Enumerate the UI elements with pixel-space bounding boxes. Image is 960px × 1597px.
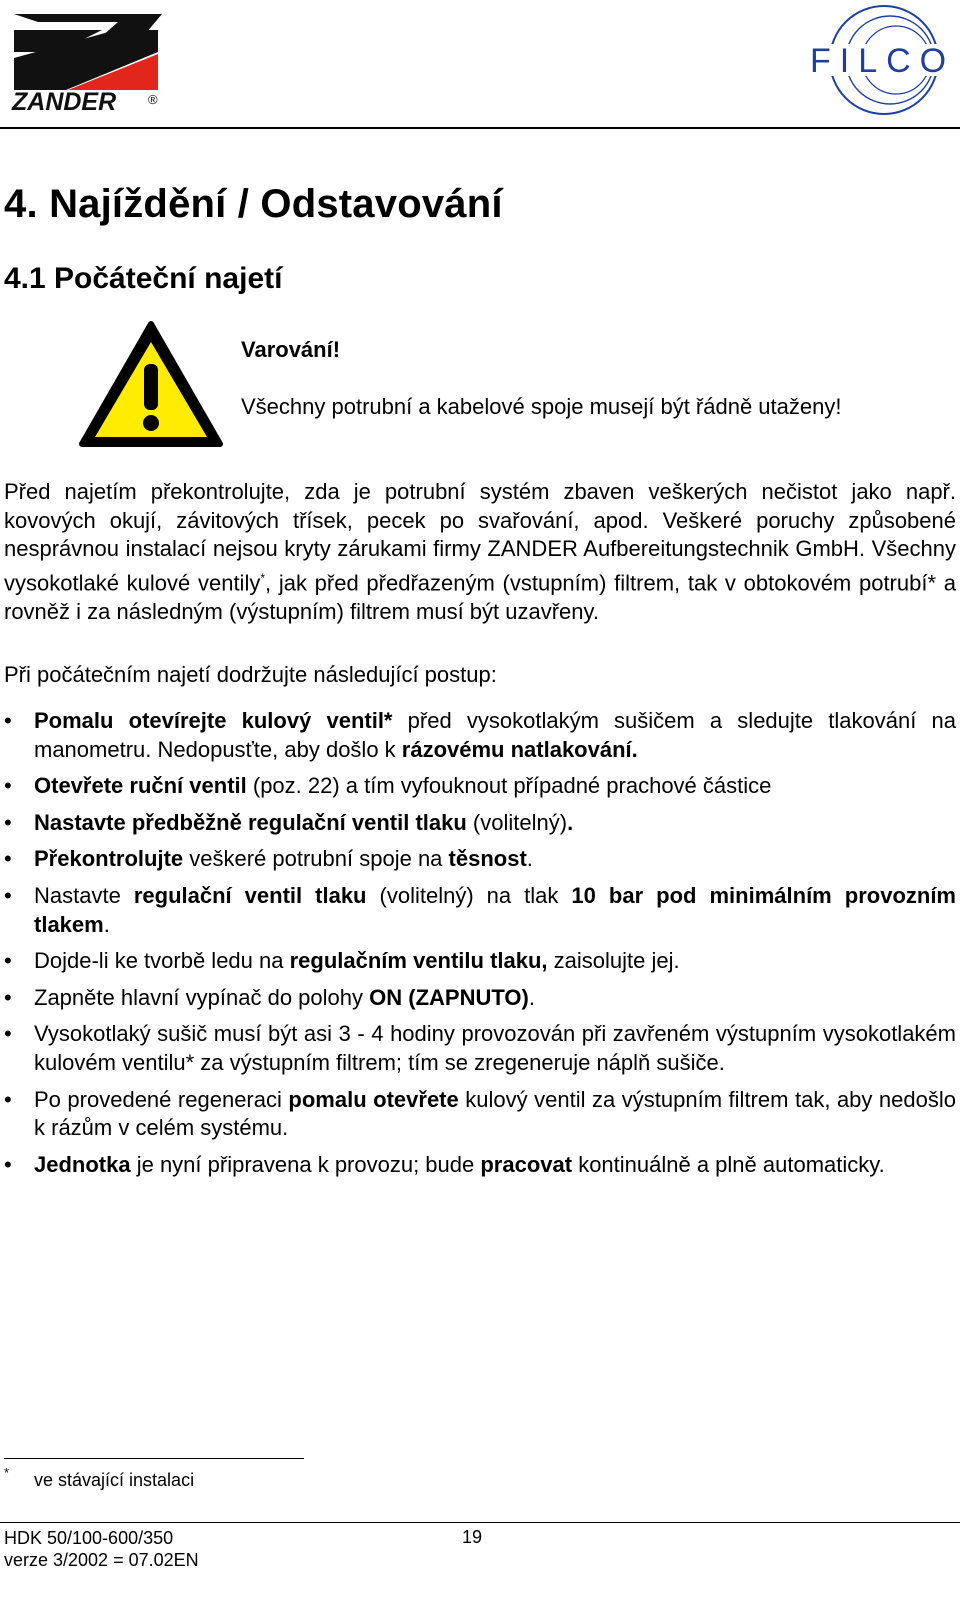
registered-mark: ® bbox=[148, 92, 158, 107]
warning-triangle-icon bbox=[78, 320, 224, 448]
warning-title: Varování! bbox=[241, 337, 341, 362]
footer-info bbox=[4, 1527, 199, 1571]
step-text: (volitelný) na tlak bbox=[366, 882, 572, 908]
procedure-step bbox=[0, 1086, 956, 1143]
footnote-marker: * bbox=[4, 1465, 10, 1480]
zander-logo-mark bbox=[8, 12, 168, 112]
procedure-steps-list bbox=[0, 707, 956, 1187]
chapter-title: 4. Najíždění / Odstavování bbox=[4, 182, 503, 226]
step-emphasis: . bbox=[567, 809, 574, 835]
step-emphasis: Otevřete ruční ventil bbox=[34, 773, 247, 799]
procedure-step bbox=[0, 772, 956, 801]
filco-logo bbox=[806, 4, 946, 116]
bullet-icon: • bbox=[4, 1086, 12, 1112]
step-emphasis: těsnost bbox=[448, 846, 527, 872]
procedure-step bbox=[0, 984, 956, 1013]
procedure-step bbox=[0, 947, 956, 976]
step-text: je nyní připravena k provozu; bude bbox=[130, 1151, 481, 1177]
step-text: (poz. 22) a tím vyfouknout případné prachové částice bbox=[246, 773, 772, 799]
procedure-step bbox=[0, 1151, 956, 1180]
procedure-step bbox=[0, 707, 956, 764]
footer-version: verze 3/2002 = 07.02EN bbox=[4, 1550, 199, 1570]
bullet-icon: • bbox=[4, 882, 12, 908]
page-number: 19 bbox=[462, 1527, 483, 1547]
procedure-intro: Při počátečním najetí dodržujte následující postup: bbox=[4, 662, 497, 687]
step-emphasis: pracovat bbox=[480, 1151, 573, 1177]
step-emphasis: Překontrolujte bbox=[34, 846, 184, 872]
header-divider bbox=[0, 127, 960, 129]
footnote-divider bbox=[4, 1458, 304, 1459]
procedure-step bbox=[0, 1020, 956, 1077]
step-emphasis: regulačním ventilu tlaku, bbox=[289, 948, 548, 974]
procedure-step bbox=[0, 809, 956, 838]
bullet-icon: • bbox=[4, 708, 12, 733]
filco-logo-text: FILCO bbox=[810, 42, 946, 80]
step-emphasis: rázovému natlakování. bbox=[401, 736, 638, 762]
bullet-icon: • bbox=[4, 846, 12, 872]
step-emphasis: Pomalu otevírejte kulový ventil* bbox=[34, 708, 393, 733]
bullet-icon: • bbox=[4, 809, 12, 835]
step-text: Dojde-li ke tvorbě ledu na bbox=[34, 948, 290, 974]
intro-paragraph bbox=[4, 478, 956, 626]
step-text: veškeré potrubní spoje na bbox=[183, 846, 449, 872]
step-text: . bbox=[528, 984, 535, 1010]
step-text: před vysokotlakým sušičem a sledujte tlakování na manometru. Nedopusťte, aby došlo k bbox=[34, 708, 956, 762]
filco-logo-mark bbox=[806, 4, 946, 116]
zander-logo-text: ZANDER bbox=[12, 88, 117, 112]
intro-paragraph-part2: , jak před předřazeným (vstupním) filtrem, tak v obtokovém potrubí* a rovněž i za následným (výstupním) filtrem musí být uzavřeny. bbox=[4, 570, 956, 624]
footer-model: HDK 50/100-600/350 bbox=[4, 1528, 174, 1548]
section-title: 4.1 Počáteční najetí bbox=[4, 262, 283, 295]
step-emphasis: Jednotka bbox=[34, 1151, 131, 1177]
step-emphasis: regulační ventil tlaku bbox=[133, 882, 367, 908]
footnote-reference: * bbox=[260, 570, 265, 585]
step-text: (volitelný) bbox=[466, 809, 568, 835]
footnote-text: ve stávající instalaci bbox=[34, 1470, 195, 1490]
intro-paragraph-part1: Před najetím překontrolujte, zda je potrubní systém zbaven veškerých nečistot jako např. kovových okují, závitových třísek, pecek po svařování, apod. Veškeré poruchy způsobené nesprávnou instalací nejsou kryty zárukami firmy ZANDER Aufbereitungstechnik GmbH. Všechny vysokotlaké kulové ventily bbox=[4, 479, 956, 596]
step-text: Po provedené regeneraci bbox=[34, 1086, 289, 1112]
zander-logo bbox=[8, 12, 168, 112]
procedure-step bbox=[0, 882, 956, 939]
step-emphasis: 10 bar pod minimálním provozním tlakem bbox=[34, 882, 956, 937]
step-emphasis: pomalu otevřete bbox=[288, 1086, 459, 1112]
step-emphasis: Nastavte předběžně regulační ventil tlaku bbox=[34, 809, 467, 835]
procedure-step bbox=[0, 845, 956, 874]
step-text: kulový ventil za výstupním filtrem tak, aby nedošlo k rázům v celém systému. bbox=[34, 1086, 957, 1141]
bullet-icon: • bbox=[4, 948, 12, 974]
bullet-icon: • bbox=[4, 1151, 12, 1177]
step-text: zaisolujte jej. bbox=[547, 948, 680, 974]
warning-text: Všechny potrubní a kabelové spoje musejí být řádně utaženy! bbox=[241, 394, 842, 419]
step-emphasis: ON (ZAPNUTO) bbox=[369, 984, 529, 1010]
step-text: Zapněte hlavní vypínač do polohy bbox=[34, 984, 370, 1010]
bullet-icon: • bbox=[4, 1021, 12, 1047]
step-text: Vysokotlaký sušič musí být asi 3 - 4 hodiny provozován při zavřeném výstupním vysokotlakém kulovém ventilu* za výstupním filtrem; tím se zregeneruje náplň sušiče. bbox=[34, 1021, 956, 1075]
step-text: Nastavte bbox=[34, 882, 134, 908]
step-text: . bbox=[526, 846, 533, 872]
bullet-icon: • bbox=[4, 773, 12, 799]
footer-divider bbox=[0, 1522, 960, 1523]
step-text: . bbox=[103, 911, 110, 937]
step-text: kontinuálně a plně automaticky. bbox=[572, 1151, 885, 1177]
bullet-icon: • bbox=[4, 984, 12, 1010]
